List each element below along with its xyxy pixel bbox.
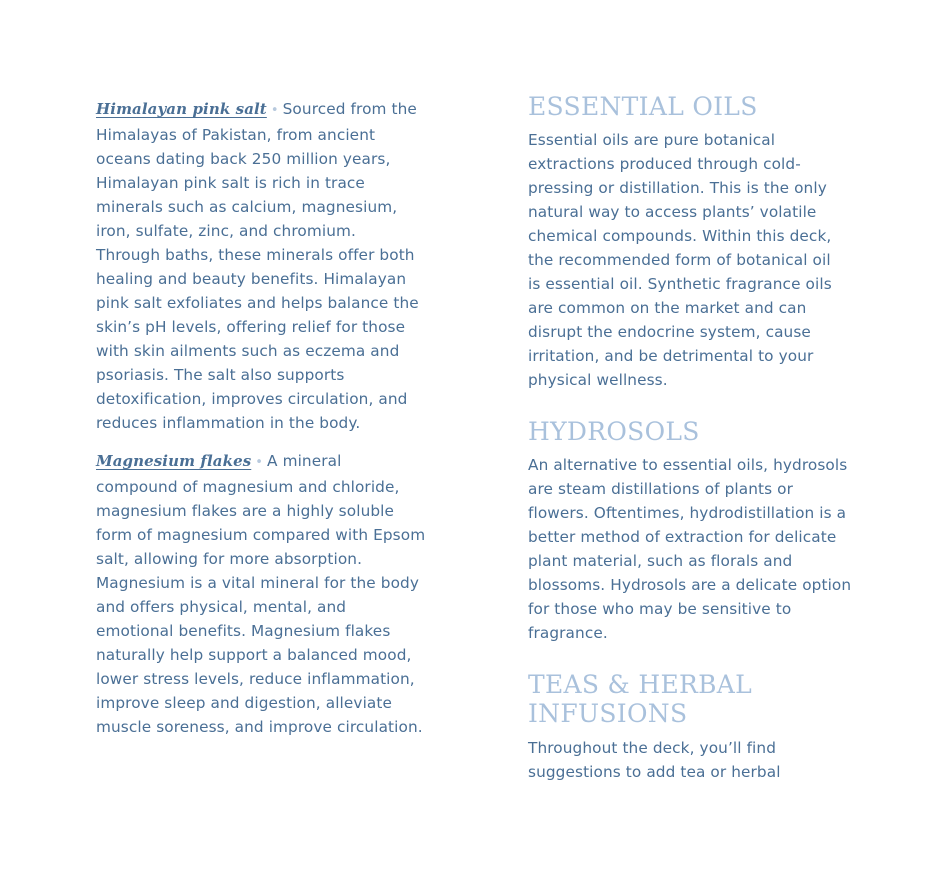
hydrosols-text: An alternative to essential oils, hydrosols are steam distillations of plants or flowers. Oftentimes, hydrodistillation is a better method of extraction for delicate plant material, such as florals and blossoms. Hydrosols are a delicate option for those who may be sensitive to fragrance. bbox=[528, 456, 852, 642]
magnesium-flakes-entry bbox=[96, 449, 428, 739]
himalayan-salt-entry bbox=[96, 97, 421, 435]
hydrosols-heading: HYDROSOLS bbox=[528, 417, 700, 446]
bullet-separator: • bbox=[255, 455, 264, 470]
himalayan-salt-text: Sourced from the Himalayas of Pakistan, from ancient oceans dating back 250 million years, Himalayan pink salt is rich in trace minerals such as calcium, magnesium, iron, sulfate, zinc, and chromium. Through baths, these minerals offer both healing and beauty benefits. Himalayan pink salt exfoliates and helps balance the skin’s pH levels, offering relief for those with skin ailments such as eczema and psoriasis. The salt also supports detoxification, improves circulation, and reduces inflammation in the body. bbox=[96, 100, 419, 432]
magnesium-flakes-text: A mineral compound of magnesium and chloride, magnesium flakes are a highly soluble form of magnesium compared with Epsom salt, allowing for more absorption. Magnesium is a vital mineral for the body and offers physical, mental, and emotional benefits. Magnesium flakes naturally help support a balanced mood, lower stress levels, reduce inflammation, improve sleep and digestion, alleviate muscle soreness, and improve circulation. bbox=[96, 452, 426, 736]
bullet-separator: • bbox=[270, 103, 279, 118]
essential-oils-text: Essential oils are pure botanical extractions produced through cold-pressing or distillation. This is the only natural way to access plants’ volatile chemical compounds. Within this deck, the recommended form of botanical oil is essential oil. Synthetic fragrance oils are common on the market and can disrupt the endocrine system, cause irritation, and be detrimental to your physical wellness. bbox=[528, 131, 832, 389]
himalayan-salt-term: Himalayan pink salt bbox=[96, 100, 267, 118]
teas-text: Throughout the deck, you’ll find suggestions to add tea or herbal bbox=[528, 739, 781, 781]
teas-heading: TEAS & HERBAL INFUSIONS bbox=[528, 670, 753, 728]
magnesium-flakes-term: Magnesium flakes bbox=[96, 452, 252, 470]
essential-oils-heading: ESSENTIAL OILS bbox=[528, 92, 758, 121]
